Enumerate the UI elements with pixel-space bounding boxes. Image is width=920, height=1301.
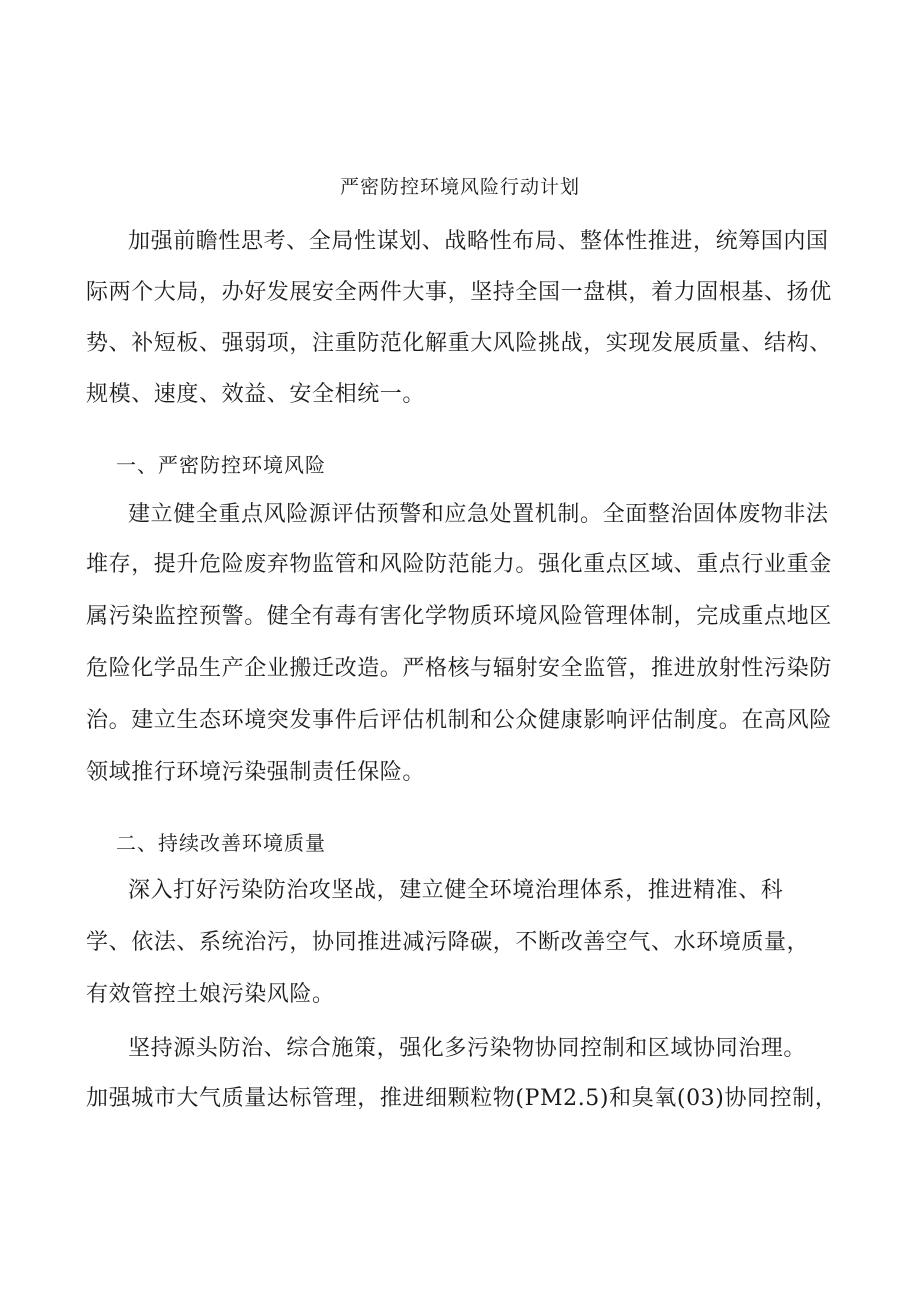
paragraph-line: 堆存，提升危险废弃物监管和风险防范能力。强化重点区域、重点行业重金 (86, 552, 832, 577)
intro-line: 势、补短板、强弱项，注重防范化解重大风险挑战，实现发展质量、结构、 (86, 331, 832, 356)
paragraph-line: 学、依法、系统治污，协同推进减污降碳，不断改善空气、水环境质量， (86, 930, 810, 955)
section-heading: 二、持续改善环境质量 (116, 831, 326, 855)
paragraph-line: 危险化学品生产企业搬迁改造。严格核与辐射安全监管，推进放射性污染防 (86, 656, 832, 681)
section-heading: 一、严密防控环境风险 (116, 453, 326, 477)
paragraph-line: 有效管控土娘污染风险。 (86, 982, 335, 1007)
intro-line: 规模、速度、效益、安全相统一。 (86, 382, 426, 407)
paragraph-line: 加强城市大气质量达标管理，推进细颗粒物(PM2.5)和臭氧(03)协同控制， (86, 1086, 838, 1111)
paragraph-line: 深入打好污染防治攻坚战，建立健全环境治理体系，推进精准、科 (128, 878, 784, 903)
intro-line: 加强前瞻性思考、全局性谋划、战略性布局、整体性推进，统筹国内国 (128, 229, 829, 254)
paragraph-line: 属污染监控预警。健全有毒有害化学物质环境风险管理体制，完成重点地区 (86, 604, 832, 629)
paragraph-line: 坚持源头防治、综合施策，强化多污染物协同控制和区域协同治理。 (128, 1036, 807, 1061)
intro-line: 际两个大局，办好发展安全两件大事，坚持全国一盘棋，着力固根基、扬优 (86, 280, 832, 305)
paragraph-line: 建立健全重点风险源评估预警和应急处置机制。全面整治固体废物非法 (128, 502, 829, 527)
document-title: 严密防控环境风险行动计划 (339, 176, 580, 198)
paragraph-line: 领域推行环境污染强制责任保险。 (86, 760, 426, 785)
paragraph-line: 治。建立生态环境突发事件后评估机制和公众健康影响评估制度。在高风险 (86, 708, 832, 733)
